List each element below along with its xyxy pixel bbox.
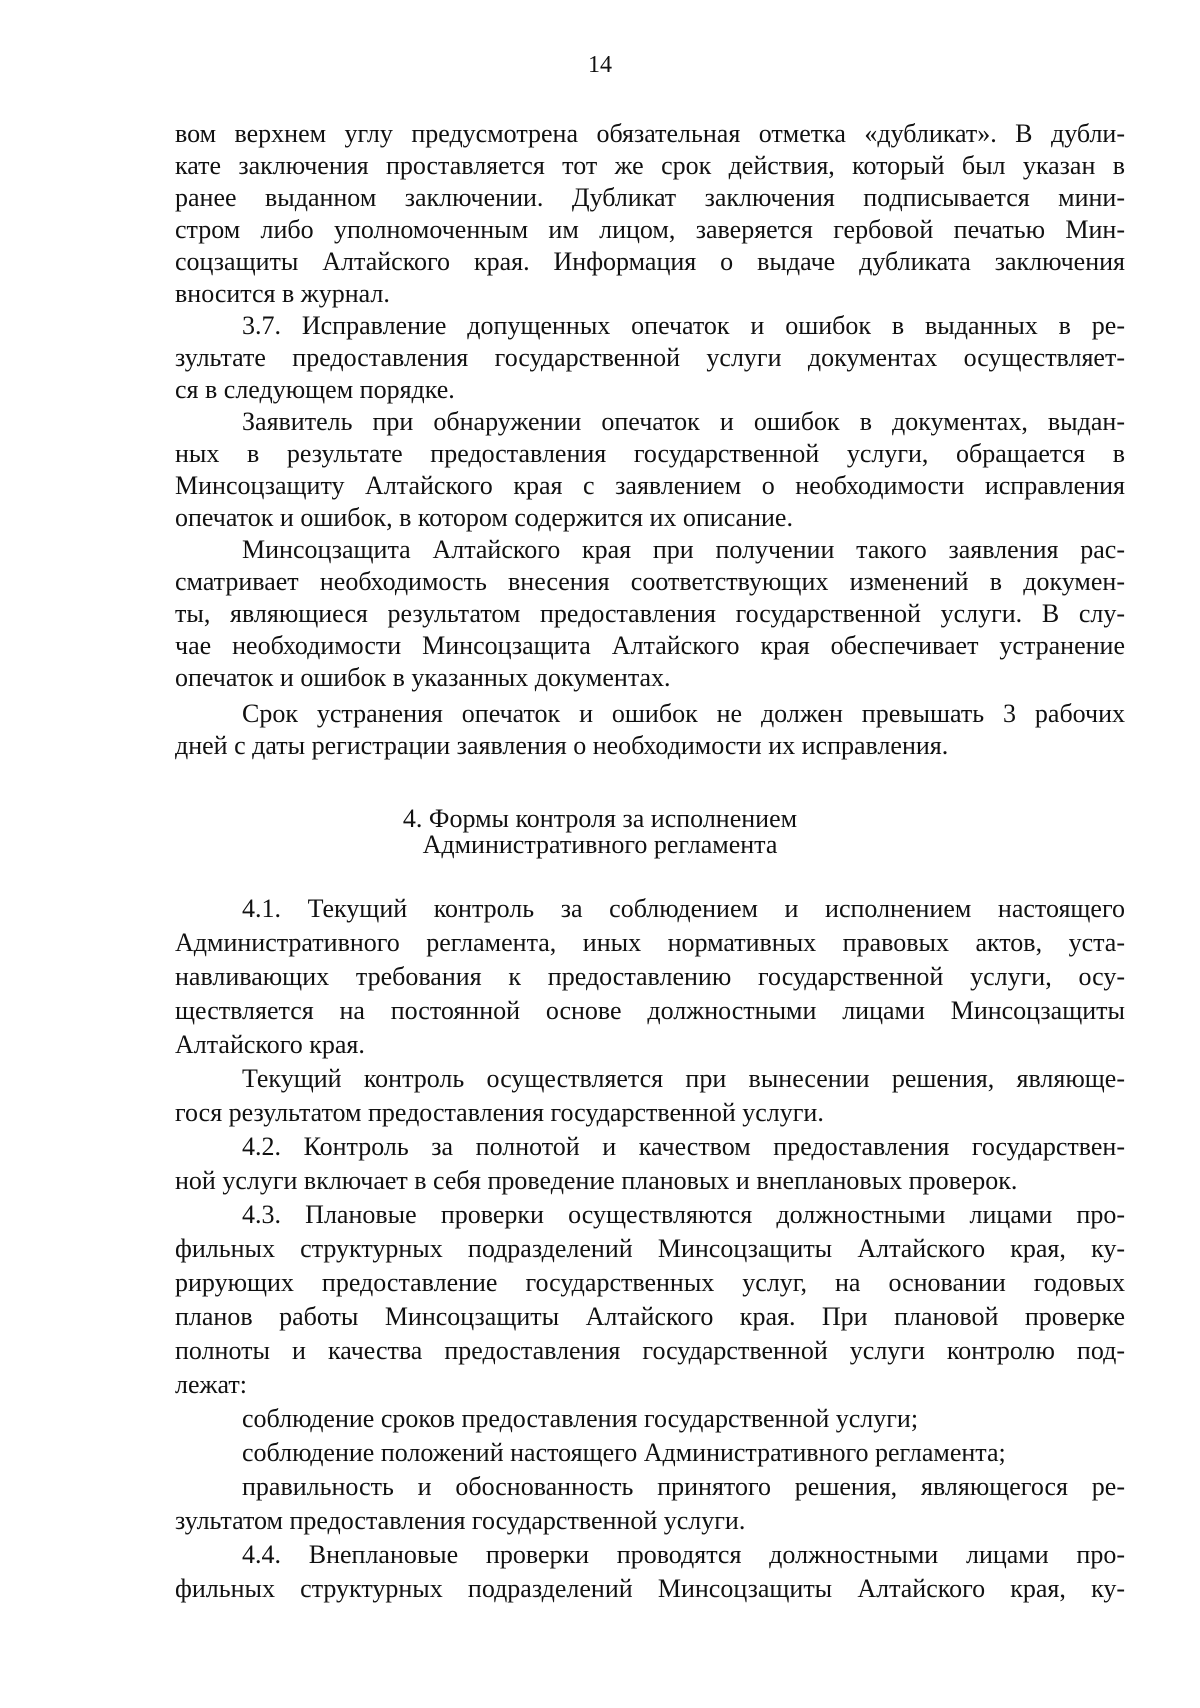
text-line: ранее выданном заключении. Дубликат заключения подписывается мини- bbox=[175, 183, 1125, 212]
text-line: лежат: bbox=[175, 1370, 247, 1399]
text-line: сматривает необходимость внесения соответствующих изменений в докумен- bbox=[175, 567, 1125, 596]
text-line: гося результатом предоставления государственной услуги. bbox=[175, 1098, 824, 1127]
text-line: ных в результате предоставления государственной услуги, обращается в bbox=[175, 439, 1125, 468]
text-line: ты, являющиеся результатом предоставления государственной услуги. В слу- bbox=[175, 599, 1125, 628]
text-line: зультатом предоставления государственной услуги. bbox=[175, 1506, 746, 1535]
text-line: правильность и обоснованность принятого решения, являющегося ре- bbox=[242, 1472, 1125, 1501]
text-line: фильных структурных подразделений Минсоцзащиты Алтайского края, ку- bbox=[175, 1234, 1125, 1263]
section-heading-line2: Административного регламента bbox=[422, 830, 778, 859]
text-line: соблюдение положений настоящего Административного регламента; bbox=[242, 1438, 1006, 1467]
text-line: Заявитель при обнаружении опечаток и ошибок в документах, выдан- bbox=[242, 407, 1125, 436]
text-line: соцзащиты Алтайского края. Информация о выдаче дубликата заключения bbox=[175, 247, 1125, 276]
text-line: дней с даты регистрации заявления о необходимости их исправления. bbox=[175, 731, 949, 760]
text-line: Срок устранения опечаток и ошибок не должен превышать 3 рабочих bbox=[242, 699, 1125, 728]
text-line: чае необходимости Минсоцзащита Алтайского края обеспечивает устранение bbox=[175, 631, 1125, 660]
text-line: Алтайского края. bbox=[175, 1030, 365, 1059]
text-line: 4.3. Плановые проверки осуществляются должностными лицами про- bbox=[242, 1200, 1125, 1229]
text-line: Минсоцзащиту Алтайского края с заявлением о необходимости исправления bbox=[175, 471, 1125, 500]
text-line: стром либо уполномоченным им лицом, заверяется гербовой печатью Мин- bbox=[175, 215, 1125, 244]
text-line: ществляется на постоянной основе должностными лицами Минсоцзащиты bbox=[175, 996, 1125, 1025]
text-line: зультате предоставления государственной услуги документах осуществляет- bbox=[175, 343, 1125, 372]
text-line: опечаток и ошибок, в котором содержится их описание. bbox=[175, 503, 793, 532]
text-line: 3.7. Исправление допущенных опечаток и ошибок в выданных в ре- bbox=[242, 311, 1125, 340]
text-line: кате заключения проставляется тот же срок действия, который был указан в bbox=[175, 151, 1125, 180]
text-line: ной услуги включает в себя проведение плановых и внеплановых проверок. bbox=[175, 1166, 1018, 1195]
text-line: опечаток и ошибок в указанных документах. bbox=[175, 663, 671, 692]
text-line: полноты и качества предоставления государственной услуги контролю под- bbox=[175, 1336, 1125, 1365]
text-line: Текущий контроль осуществляется при вынесении решения, являюще- bbox=[242, 1064, 1125, 1093]
text-line: вом верхнем углу предусмотрена обязательная отметка «дубликат». В дубли- bbox=[175, 119, 1125, 148]
text-line: рирующих предоставление государственных услуг, на основании годовых bbox=[175, 1268, 1125, 1297]
text-line: ся в следующем порядке. bbox=[175, 375, 455, 404]
text-line: Минсоцзащита Алтайского края при получении такого заявления рас- bbox=[242, 535, 1125, 564]
text-line: вносится в журнал. bbox=[175, 279, 390, 308]
text-line: 4.2. Контроль за полнотой и качеством предоставления государствен- bbox=[242, 1132, 1125, 1161]
text-line: планов работы Минсоцзащиты Алтайского края. При плановой проверке bbox=[175, 1302, 1125, 1331]
text-line: соблюдение сроков предоставления государственной услуги; bbox=[242, 1404, 919, 1433]
page-number: 14 bbox=[588, 52, 612, 78]
section-heading-line1: 4. Формы контроля за исполнением bbox=[402, 804, 798, 833]
text-line: 4.1. Текущий контроль за соблюдением и исполнением настоящего bbox=[242, 894, 1125, 923]
text-line: фильных структурных подразделений Минсоцзащиты Алтайского края, ку- bbox=[175, 1574, 1125, 1603]
text-line: Административного регламента, иных нормативных правовых актов, уста- bbox=[175, 928, 1125, 957]
text-line: навливающих требования к предоставлению государственной услуги, осу- bbox=[175, 962, 1125, 991]
text-line: 4.4. Внеплановые проверки проводятся должностными лицами про- bbox=[242, 1540, 1125, 1569]
